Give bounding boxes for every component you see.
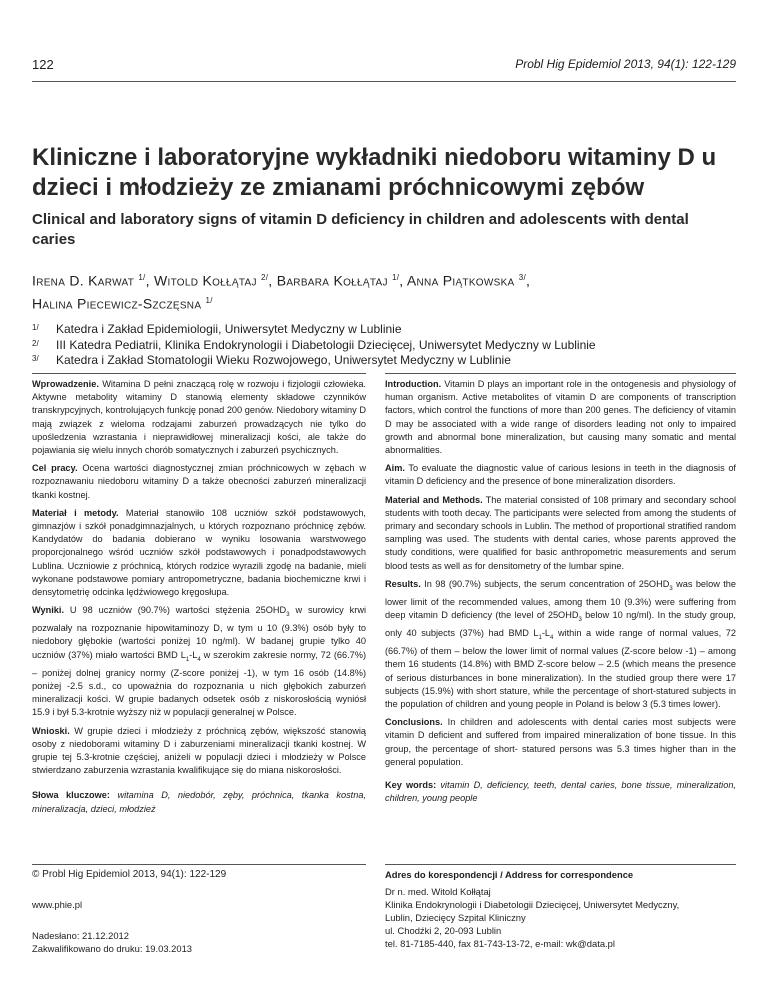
abstract-divider-right <box>385 373 736 374</box>
author-affil-mark: 1/ <box>138 273 146 282</box>
affiliation-text: III Katedra Pediatrii, Klinika Endokrynologii i Diabetologii Dziecięcej, Uniwersytet Medyczny w Lublinie <box>56 337 596 352</box>
title-english: Clinical and laboratory signs of vitamin D deficiency in children and adolescents with dental caries <box>32 211 689 248</box>
page-number: 122 <box>32 57 54 72</box>
author-name: Halina Piecewicz-Szczęsna <box>32 295 202 312</box>
author-list: Irena D. Karwat $^{1/}$, Witold Kołłątaj $^{2/}$, Barbara Kołłątaj $^{1/}$, Anna Piątkowska $^{3/}$, Halina Piecewicz-Szczęsna $^{1/}$ <box>32 272 531 312</box>
correspondence-address <box>385 868 736 950</box>
address-line: ul. Chodźki 2, 20-093 Lublin <box>385 925 502 936</box>
footer-divider-right <box>385 864 736 865</box>
journal-reference: Probl Hig Epidemiol 2013, 94(1): 122-129 <box>515 57 736 71</box>
keywords-polish: Słowa kluczowe: witamina D, niedobór, zęby, próchnica, tkanka kostna, mineralizacja, dzieci, młodzież <box>32 790 366 814</box>
affiliation-text: Katedra i Zakład Stomatologii Wieku Rozwojowego, Uniwersytet Medyczny w Lublinie <box>56 353 511 367</box>
author-affil-mark: 1/ <box>392 273 400 282</box>
author-affil-mark: 3/ <box>518 273 527 282</box>
abstract-section-results: Results. In 98 (90.7%) subjects, the serum concentration of $25OHD_3$ was below the lower limit of the recommended values, among them 10 (9.3%) were suffering from deep vitamin D deficiency (the level of $25OHD_3$ below 10 ng/ml). In the study group, only 40 subjects (37%) had BMD $L_1-L_4$ within a wide range of normal values, 72 (66.7%) of them – below the lower limit of normal values (Z-score below -1) – among them 16 students (14.8%) with BMD Z-score below – 2.5 (which means the presence of serious disturbances in bone mineralization). In the studied group there were 17 subjects (15.9%) with short stature, while the percentage of short-statured subjects in the population of children and young people in Poland is below 3 (5.3 times lower). <box>385 578 736 709</box>
affiliation-list <box>32 322 736 369</box>
address-line: Klinika Endokrynologii i Diabetologii Dziecięcej, Uniwersytet Medyczny, <box>385 899 680 910</box>
header-divider <box>32 81 736 82</box>
author-name: Irena D. Karwat <box>32 272 135 289</box>
address-line: tel. 81-7185-440, fax 81-743-13-72, e-mail: wk@data.pl <box>385 938 615 949</box>
author-affil-mark: 2/ <box>261 273 269 282</box>
abstract-section-methods: Materiał i metody. Materiał stanowiło 108 uczniów szkół podstawowych, gimnazjów i szkół ponadgimnazjalnych, u których rozpoznano próchnicę zębów. Kandydatów do badania dobierano w wyniku losowania warstwowego proporcjonalnego wśród uczniów szkół podstawowych i ponadpodstawowych Lublina. Uczniowie z próchnicą, których rodzice wyrazili zgodę na badanie, mieli wykonane podstawowe pomiary antropometryczne, badania biochemiczne krwi i densytometrię odcinka lędźwiowego kręgosłupa. <box>32 507 366 598</box>
author-affil-mark: 1/ <box>205 295 213 305</box>
website-link[interactable]: www.phie.pl <box>32 899 83 910</box>
abstract-divider-left <box>32 373 366 374</box>
abstract-section-aim: Cel pracy. Ocena wartości diagnostycznej zmian próchnicowych w zębach w rozpoznawaniu niedoboru witaminy D a także obecności zaburzeń mineralizacji tkanki kostnej. <box>32 463 366 500</box>
abstract-section-conclusions: Wnioski. W grupie dzieci i młodzieży z próchnicą zębów, większość stanowią osoby z niedoborami witaminy D i zaburzeniami mineralizacji tkanki kostnej. W grupie tej 5.3-krotnie częściej, aniżeli w populacji dzieci i młodzieży w Polsce stwierdzano zaburzenia wzrastania kwalifikujące się do miana niskorosłości. <box>32 725 366 776</box>
affiliation-item <box>32 338 736 354</box>
abstract-polish <box>32 378 366 821</box>
accepted-date: Zakwalifikowano do druku: 19.03.2013 <box>32 943 192 954</box>
affiliation-item <box>32 322 736 338</box>
affiliation-item <box>32 353 736 369</box>
author-name: Barbara Kołłątaj <box>276 272 388 289</box>
footer-divider-left <box>32 864 366 865</box>
address-line: Lublin, Dziecięcy Szpital Kliniczny <box>385 912 526 923</box>
copyright-line: © Probl Hig Epidemiol 2013, 94(1): 122-129 <box>32 869 227 880</box>
author-name: Anna Piątkowska <box>406 272 515 289</box>
received-date: Nadesłano: 21.12.2012 <box>32 930 129 941</box>
keywords-english: Key words: vitamin D, deficiency, teeth, dental caries, bone tissue, mineralization, children, young people <box>385 779 736 804</box>
abstract-section-conclusions: Conclusions. In children and adolescents with dental caries most subjects were vitamin D deficient and suffered from impaired mineralization of bone tissue. In this group, the percentage of short- statured persons was 5.3 times higher than in the general population. <box>385 717 737 767</box>
publication-info <box>32 868 366 955</box>
affiliation-mark: 1/ <box>32 323 39 332</box>
abstract-section-aim: Aim. To evaluate the diagnostic value of carious lesions in teeth in the diagnosis of vitamin D deficiency and the presence of bone mineralization disorders. <box>385 463 736 487</box>
title-polish: Kliniczne i laboratoryjne wykładniki niedoboru witaminy D u dzieci i młodzieży ze zmianami próchnicowymi zębów <box>32 144 717 201</box>
abstract-section-intro: Introduction. Vitamin D plays an important role in the ontogenesis and physiology of human organism. Active metabolites of vitamin D are components of transcription factors, which control the functions of more than 200 genes. The deficiency of vitamin D may be associated with a wide range of disorders leading not only to impaired growth and abnormal bone mineralization, but causing many somatic and mental abnormalities. <box>385 379 737 456</box>
author-name: Witold Kołłątaj <box>153 272 257 289</box>
abstract-section-methods: Material and Methods. The material consisted of 108 primary and secondary school students with tooth decay. The participants were selected from among the students of primary and secondary schools in Lublin. The method of proportional stratified random sampling was used. The students with dental caries, whose parents approved the study conditions, were qualified for basic anthropometric measurements and serum blood tests as well as for densitometry of the lumbar spine. <box>385 494 737 571</box>
abstract-english <box>385 378 736 810</box>
correspondence-heading: Adres do korespondencji / Address for correspondence <box>385 869 634 880</box>
abstract-section-intro: Wprowadzenie. Witamina D pełni znaczącą rolę w rozwoju i fizjologii człowieka. Aktywne metabolity witaminy D stanowią elementy składowe czynników transkrypcyjnych, kontrolujących funkcję ponad 200 genów. Niedobory witaminy D mają związek z wieloma rodzajami zaburzeń prowadzących nie tylko do upośledzenia wzrastania i nieprawidłowej mineralizacji kości, ale także do pojawiania się wielu innych chorób somatycznych i zaburzeń psychicznych. <box>32 379 366 456</box>
address-line: Dr n. med. Witold Kołłątaj <box>385 886 491 897</box>
affiliation-text: Katedra i Zakład Epidemiologii, Uniwersytet Medyczny w Lublinie <box>56 322 402 336</box>
affiliation-mark: 3/ <box>32 354 39 363</box>
affiliation-mark: 2/ <box>32 338 39 348</box>
abstract-section-results: Wyniki. U 98 uczniów (90.7%) wartości stężenia $25OHD_3$ w surowicy krwi pozwalały na rozpoznanie hipowitaminozy D, w tym u 10 (9.3%) osób były to niedobory głębokie (wartości poniżej 10 ng/ml). W badanej grupie tylko 40 uczniów (37%) miało wartości BMD $L_1-L_4$ w szerokim zakresie normy, 72 (66.7%) – poniżej dolnej granicy normy (Z-score poniżej -1), w tym 16 osób (14.8%) poniżej -2.5 s.d., co upoważnia do rozpoznania u nich głębokich zaburzeń mineralizacji kości. W grupie badanych odsetek osób z niskorosłością wyniósł 15.9 i był 5.3-krotnie wyższy niż w populacji generalnej w Polsce. <box>32 605 367 718</box>
